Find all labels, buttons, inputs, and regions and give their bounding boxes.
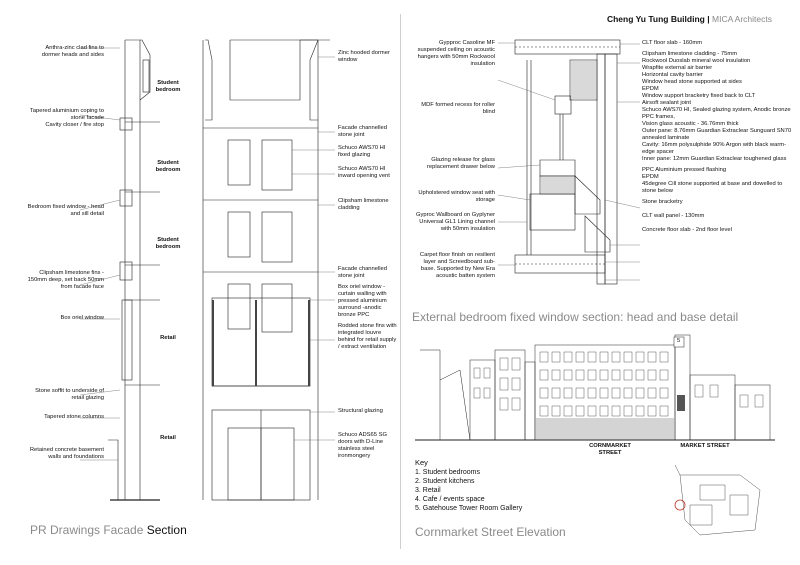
note-oriel-curtain-wall: Box oriel window - curtain walling with pressed aluminium surround -anodic bronze PPC bbox=[338, 284, 387, 318]
note-limestone-fins: Clipsham limestone fins - 150mm deep, set back 50mm from facade face bbox=[27, 270, 104, 290]
room-label-bedroom-1: Student bedroom bbox=[155, 80, 181, 93]
note-zinc-fins: Anthra-zinc clad fins to dormer heads and sides bbox=[41, 45, 104, 58]
note-structural-glazing: Structural glazing bbox=[338, 408, 383, 414]
spec-line: Wrapfite external air barrier bbox=[642, 65, 713, 71]
facade-caption-bold: Section bbox=[146, 523, 187, 537]
spec-line: Window head stone supported at sides bbox=[642, 79, 742, 85]
note-gyproc-wallboard: Gyproc Wallboard on Gyplyner Universal GL1 Lining channel with 50mm insulation bbox=[415, 212, 495, 232]
room-label-retail-1: Retail bbox=[160, 335, 176, 341]
room-label-retail-2: Retail bbox=[160, 435, 176, 441]
note-window-seat: Upholstered window seat with storage bbox=[418, 190, 495, 203]
note-cavity-closer: Cavity closer / fire stop bbox=[45, 122, 104, 128]
spec-line: Outer pane: 8.76mm Guardian Extraclear Sunguard SN70 annealed laminate bbox=[642, 128, 792, 141]
key-item: 1. Student bedrooms bbox=[415, 469, 480, 476]
key-title: Key bbox=[415, 458, 428, 467]
spec-line: Schuco AWS70 HI, Sealed glazing system, Anodic bronze PPC frames, bbox=[642, 107, 791, 120]
note-suspended-ceiling: Gypproc Casoline MF suspended ceiling on acoustic hangers with 50mm Rockwool insulation bbox=[417, 40, 495, 67]
spec-line: Inner pane: 12mm Guardian Extraclear toughened glass bbox=[642, 156, 787, 162]
note-tapered-columns: Tapered stone columns bbox=[44, 414, 104, 420]
note-glazing-release: Glazing release for glass replacement drawer below bbox=[427, 157, 495, 170]
spec-line: Airsoft sealant joint bbox=[642, 100, 691, 106]
room-label-bedroom-2: Student bedroom bbox=[155, 160, 181, 173]
note-opening-vent: Schuco AWS70 HI inward opening vent bbox=[338, 166, 390, 179]
note-zinc-dormer: Zinc hooded dormer window bbox=[338, 50, 390, 63]
facade-caption-light: PR Drawings Facade bbox=[30, 523, 147, 537]
project-title: Cheng Yu Tung Building bbox=[606, 14, 705, 24]
spec-line: Vision glass acoustic - 36.76mm thick bbox=[642, 121, 739, 127]
key-item: 2. Student kitchens bbox=[415, 478, 475, 485]
spec-line: Clipsham limestone cladding - 75mm bbox=[642, 51, 738, 57]
elevation-number-tag: 5 bbox=[677, 338, 681, 344]
spec-line: PPC Aluminium pressed flashing bbox=[642, 167, 727, 173]
street-label-market: MARKET STREET bbox=[680, 443, 730, 449]
spec-line: CLT wall panel - 130mm bbox=[642, 213, 705, 219]
note-stone-soffit: Stone soffit to underside of retail glazing bbox=[35, 388, 104, 401]
room-label-bedroom-3: Student bedroom bbox=[155, 237, 181, 250]
note-bedroom-window: Bedroom fixed window - head and sill detail bbox=[27, 204, 104, 217]
note-schuco-doors: Schuco ADS65 SG doors with D-Line stainless steel ironmongery bbox=[338, 432, 387, 459]
key-item: 5. Gatehouse Tower Room Gallery bbox=[415, 505, 523, 512]
street-label-cornmarket: CORNMARKET STREET bbox=[589, 443, 631, 456]
key-item: 4. Cafe / events space bbox=[415, 496, 485, 503]
note-roller-blind: MDF formed recess for roller blind bbox=[421, 102, 495, 115]
spec-line: CLT floor slab - 160mm bbox=[642, 40, 703, 46]
spec-line: EPDM bbox=[642, 86, 659, 92]
note-channelled-joint-2: Facade channelled stone joint bbox=[338, 266, 387, 279]
spec-line: EPDM bbox=[642, 174, 659, 180]
note-rodded-fins: Rodded stone fins with integrated louvre behind for retail supply / extract ventilation bbox=[338, 323, 397, 350]
key-item: 3. Retail bbox=[415, 487, 441, 494]
spec-line: Window support bracketry fixed back to CLT bbox=[642, 93, 756, 99]
spec-line: Rockwool Duoslab mineral wool insulation bbox=[642, 58, 751, 64]
note-basement-walls: Retained concrete basement walls and foundations bbox=[29, 447, 104, 460]
spec-line: Cavity: 16mm polysulphide 90% Argon with black warm-edge spacer bbox=[642, 142, 787, 155]
elevation-caption: Cornmarket Street Elevation bbox=[415, 525, 566, 539]
note-coping: Tapered aluminium coping to stone facade bbox=[29, 108, 104, 121]
spec-line: Stone bracketry bbox=[642, 199, 683, 205]
key-legend bbox=[415, 458, 522, 513]
spec-line: Concrete floor slab - 2nd floor level bbox=[642, 227, 732, 233]
note-fixed-glazing: Schuco AWS70 HI fixed glazing bbox=[338, 145, 386, 158]
spec-line: 45degree Cill stone supported at base and dowelled to stone below bbox=[642, 181, 783, 194]
note-carpet-floor: Carpet floor finish on resilient layer and Screedboard sub-base. Supported by New Era acoustic batten system bbox=[419, 252, 495, 279]
spec-line: Horizontal cavity barrier bbox=[642, 72, 703, 78]
note-limestone-cladding: Clipsham limestone cladding bbox=[338, 198, 389, 211]
note-box-oriel: Box oriel window bbox=[60, 315, 104, 321]
architect-name: MICA Architects bbox=[712, 14, 772, 24]
note-channelled-joint-1: Facade channelled stone joint bbox=[338, 125, 387, 138]
header-separator: | bbox=[707, 14, 710, 24]
window-detail-caption: External bedroom fixed window section: head and base detail bbox=[412, 310, 739, 324]
